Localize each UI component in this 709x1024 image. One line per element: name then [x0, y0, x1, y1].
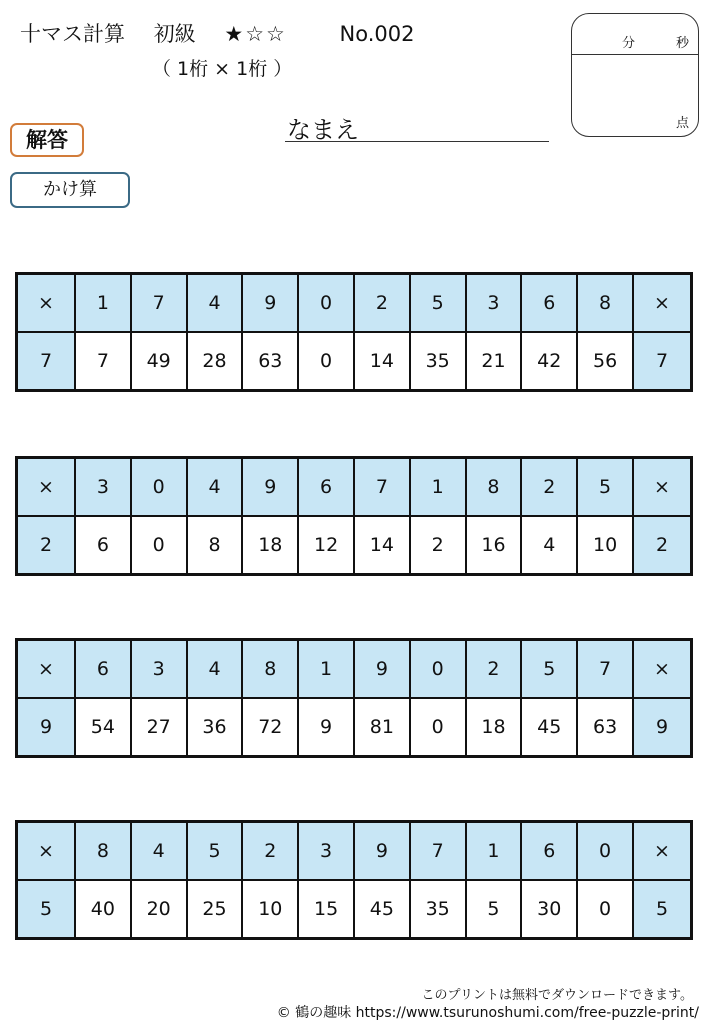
- top-number-cell: 0: [577, 822, 633, 881]
- multiplier-cell: 2: [17, 516, 76, 575]
- multiplier-cell: 5: [633, 880, 692, 939]
- top-number-cell: 4: [187, 640, 243, 699]
- result-cell: 6: [75, 516, 131, 575]
- top-number-cell: 6: [521, 274, 577, 333]
- top-number-cell: 7: [410, 822, 466, 881]
- calc-grid: [15, 638, 693, 758]
- top-number-cell: 0: [410, 640, 466, 699]
- title-text: 十マス計算: [20, 22, 125, 46]
- result-cell: 25: [187, 880, 243, 939]
- top-number-cell: 6: [75, 640, 131, 699]
- sheet-number: No.002: [339, 22, 415, 46]
- points-label: 点: [676, 116, 690, 131]
- operator-cell: ×: [17, 458, 76, 517]
- top-number-cell: 9: [242, 274, 298, 333]
- calc-grid: [15, 820, 693, 940]
- result-cell: 49: [131, 332, 187, 391]
- result-cell: 4: [521, 516, 577, 575]
- footer-notice: このプリントは無料でダウンロードできます。: [421, 988, 693, 1003]
- calc-grid: [15, 272, 693, 392]
- result-cell: 7: [75, 332, 131, 391]
- multiplier-cell: 7: [17, 332, 76, 391]
- result-cell: 10: [577, 516, 633, 575]
- top-number-cell: 7: [577, 640, 633, 699]
- result-cell: 9: [298, 698, 354, 757]
- worksheet-subtitle: （ 1桁 × 1桁 ）: [152, 58, 293, 80]
- result-cell: 54: [75, 698, 131, 757]
- result-cell: 35: [410, 880, 466, 939]
- level-text: 初級: [153, 22, 196, 46]
- multiplier-cell: 2: [633, 516, 692, 575]
- result-cell: 42: [521, 332, 577, 391]
- result-cell: 45: [354, 880, 410, 939]
- top-number-cell: 7: [131, 274, 187, 333]
- result-cell: 2: [410, 516, 466, 575]
- result-cell: 5: [466, 880, 522, 939]
- top-number-cell: 1: [75, 274, 131, 333]
- top-number-cell: 2: [466, 640, 522, 699]
- minutes-label: 分: [622, 36, 636, 51]
- top-number-cell: 2: [354, 274, 410, 333]
- top-number-cell: 8: [577, 274, 633, 333]
- top-number-cell: 3: [298, 822, 354, 881]
- answer-badge: 解答: [10, 123, 84, 157]
- operator-cell: ×: [633, 640, 692, 699]
- multiplier-cell: 5: [17, 880, 76, 939]
- result-cell: 15: [298, 880, 354, 939]
- result-cell: 63: [577, 698, 633, 757]
- top-number-cell: 1: [410, 458, 466, 517]
- result-cell: 10: [242, 880, 298, 939]
- top-number-cell: 4: [187, 458, 243, 517]
- top-number-cell: 5: [410, 274, 466, 333]
- result-cell: 35: [410, 332, 466, 391]
- result-cell: 0: [131, 516, 187, 575]
- result-cell: 30: [521, 880, 577, 939]
- result-cell: 27: [131, 698, 187, 757]
- seconds-label: 秒: [676, 36, 690, 51]
- top-number-cell: 2: [521, 458, 577, 517]
- result-cell: 72: [242, 698, 298, 757]
- operator-cell: ×: [633, 274, 692, 333]
- top-number-cell: 7: [354, 458, 410, 517]
- result-cell: 21: [466, 332, 522, 391]
- top-number-cell: 6: [298, 458, 354, 517]
- result-cell: 45: [521, 698, 577, 757]
- top-number-cell: 8: [75, 822, 131, 881]
- top-number-cell: 5: [577, 458, 633, 517]
- top-number-cell: 3: [131, 640, 187, 699]
- result-cell: 0: [410, 698, 466, 757]
- worksheet-title: [20, 18, 437, 48]
- top-number-cell: 1: [466, 822, 522, 881]
- result-cell: 8: [187, 516, 243, 575]
- top-number-cell: 4: [187, 274, 243, 333]
- operator-cell: ×: [17, 640, 76, 699]
- name-label: なまえ: [287, 116, 359, 144]
- top-number-cell: 2: [242, 822, 298, 881]
- result-cell: 36: [187, 698, 243, 757]
- operator-cell: ×: [17, 822, 76, 881]
- top-number-cell: 3: [75, 458, 131, 517]
- calc-grid: [15, 456, 693, 576]
- top-number-cell: 6: [521, 822, 577, 881]
- top-number-cell: 0: [131, 458, 187, 517]
- result-cell: 20: [131, 880, 187, 939]
- top-number-cell: 3: [466, 274, 522, 333]
- result-cell: 18: [466, 698, 522, 757]
- result-cell: 0: [298, 332, 354, 391]
- multiplier-cell: 7: [633, 332, 692, 391]
- top-number-cell: 8: [242, 640, 298, 699]
- result-cell: 14: [354, 332, 410, 391]
- operator-cell: ×: [633, 458, 692, 517]
- top-number-cell: 9: [242, 458, 298, 517]
- result-cell: 14: [354, 516, 410, 575]
- top-number-cell: 5: [521, 640, 577, 699]
- top-number-cell: 5: [187, 822, 243, 881]
- top-number-cell: 0: [298, 274, 354, 333]
- operation-badge: かけ算: [10, 172, 130, 208]
- top-number-cell: 9: [354, 822, 410, 881]
- name-underline: [285, 141, 549, 142]
- result-cell: 28: [187, 332, 243, 391]
- time-score-box: [571, 13, 699, 137]
- result-cell: 63: [242, 332, 298, 391]
- result-cell: 40: [75, 880, 131, 939]
- multiplier-cell: 9: [633, 698, 692, 757]
- operator-cell: ×: [633, 822, 692, 881]
- result-cell: 12: [298, 516, 354, 575]
- operator-cell: ×: [17, 274, 76, 333]
- difficulty-stars: ★☆☆: [224, 22, 287, 46]
- top-number-cell: 9: [354, 640, 410, 699]
- result-cell: 0: [577, 880, 633, 939]
- result-cell: 56: [577, 332, 633, 391]
- time-score-divider: [572, 54, 698, 55]
- result-cell: 81: [354, 698, 410, 757]
- footer-copyright: © 鶴の趣味 https://www.tsurunoshumi.com/free-puzzle-print/: [276, 1005, 699, 1021]
- top-number-cell: 8: [466, 458, 522, 517]
- top-number-cell: 1: [298, 640, 354, 699]
- result-cell: 16: [466, 516, 522, 575]
- result-cell: 18: [242, 516, 298, 575]
- multiplier-cell: 9: [17, 698, 76, 757]
- top-number-cell: 4: [131, 822, 187, 881]
